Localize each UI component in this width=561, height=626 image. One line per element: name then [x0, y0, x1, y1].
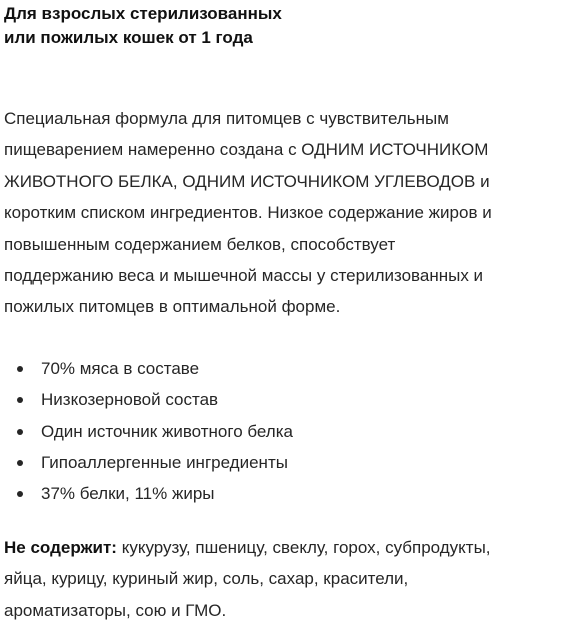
excludes-text: кукурузу, пшеницу, свеклу, горох, субпродукты, яйца, курицу, куриный жир, соль, сахар, красители, ароматизаторы, сою и ГМО.: [4, 537, 491, 620]
bullet-icon: [17, 491, 23, 497]
feature-item: [4, 384, 557, 415]
feature-item-label: 37% белки, 11% жиры: [41, 484, 215, 504]
feature-item-label: Гипоаллергенные ингредиенты: [41, 453, 288, 473]
feature-list: [4, 353, 557, 510]
feature-item: [4, 353, 557, 384]
product-heading: Для взрослых стерилизованных или пожилых кошек от 1 года: [4, 4, 282, 47]
feature-item: [4, 416, 557, 447]
feature-item-label: Низкозерновой состав: [41, 390, 219, 410]
product-description: [4, 2, 557, 626]
feature-item: [4, 447, 557, 478]
excludes-paragraph: [4, 532, 557, 626]
bullet-icon: [17, 366, 23, 372]
feature-item: [4, 478, 557, 509]
product-description-text: Специальная формула для питомцев с чувствительным пищеварением намеренно создана с ОДНИМ ИСТОЧНИКОМ ЖИВОТНОГО БЕЛКА, ОДНИМ ИСТОЧНИКОМ УГЛЕВОДОВ и коротким списком ингредиентов. Низкое содержание жиров и повышенным содержанием белков, способствует поддержанию веса и мышечной массы у стерилизованных и пожилых питомцев в оптимальной форме.: [4, 109, 492, 317]
feature-item-label: Один источник животного белка: [41, 421, 293, 441]
bullet-icon: [17, 429, 23, 435]
excludes-label: Не содержит:: [4, 537, 117, 557]
bullet-icon: [17, 397, 23, 403]
bullet-icon: [17, 460, 23, 466]
feature-item-label: 70% мяса в составе: [41, 358, 200, 378]
